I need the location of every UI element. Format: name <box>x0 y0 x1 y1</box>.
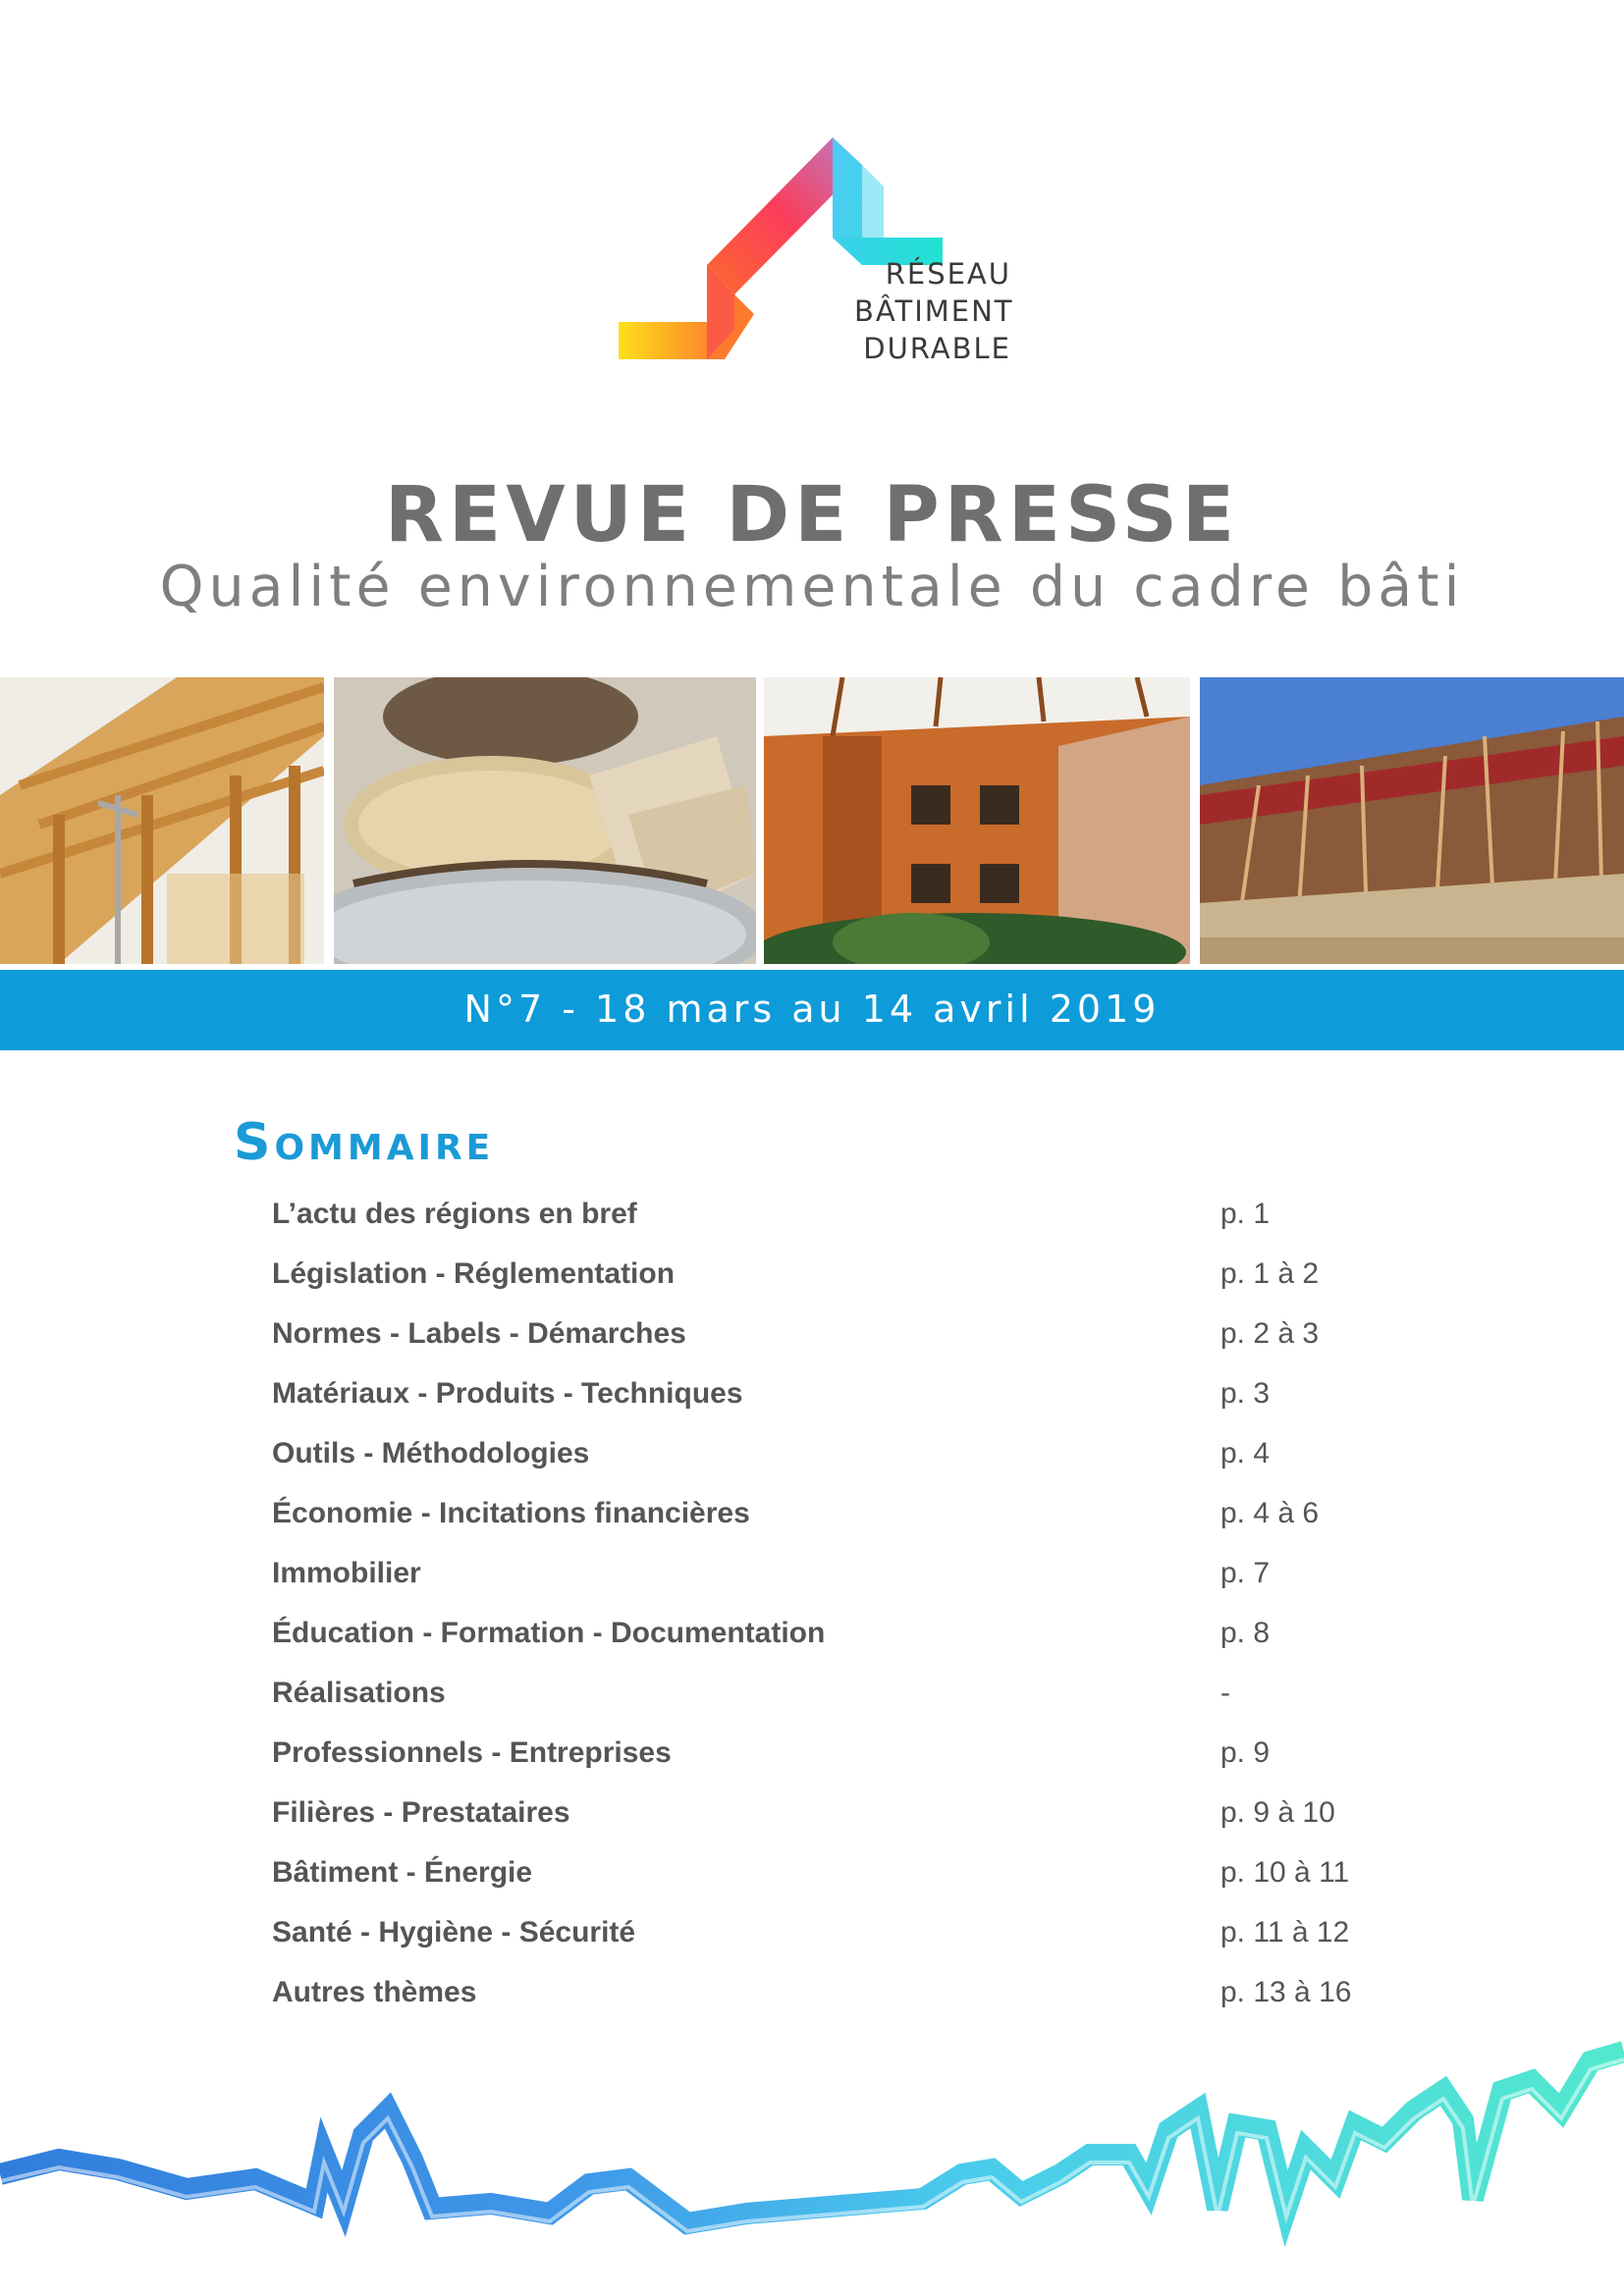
toc-row <box>272 1198 1401 1257</box>
toc-label: Autres thèmes <box>272 1976 477 2008</box>
toc-page: p. 4 à 6 <box>1220 1497 1320 1529</box>
toc-row <box>272 1916 1401 1976</box>
toc-row <box>272 1317 1401 1377</box>
logo-line-2: BÂTIMENT <box>854 294 1014 328</box>
toc-label: Législation - Réglementation <box>272 1257 676 1290</box>
photo-insulation-materials <box>334 677 756 964</box>
toc-label: Économie - Incitations financières <box>272 1497 750 1529</box>
toc-page: p. 1 à 2 <box>1220 1257 1320 1290</box>
skyline-ribbon-icon <box>0 2012 1624 2296</box>
toc-label: Éducation - Formation - Documentation <box>272 1617 826 1649</box>
toc-page: p. 13 à 16 <box>1220 1976 1352 2008</box>
photo-timber-housing <box>1200 677 1624 964</box>
toc-page: p. 4 <box>1220 1437 1271 1469</box>
toc-page: p. 11 à 12 <box>1220 1916 1350 1949</box>
photo-wooden-courtyard <box>764 677 1190 964</box>
toc-label: Bâtiment - Énergie <box>272 1856 533 1889</box>
toc-page: p. 10 à 11 <box>1220 1856 1350 1889</box>
toc-label: Filières - Prestataires <box>272 1796 570 1829</box>
toc-label: Normes - Labels - Démarches <box>272 1317 686 1350</box>
toc-page: p. 9 <box>1220 1736 1271 1769</box>
toc-row <box>272 1497 1401 1557</box>
toc-row <box>272 1557 1401 1617</box>
toc-row <box>272 1736 1401 1796</box>
sommaire-heading: Sommaire <box>234 1113 495 1172</box>
toc-row <box>272 1796 1401 1856</box>
toc-label: Professionnels - Entreprises <box>272 1736 672 1769</box>
toc-row <box>272 1377 1401 1437</box>
toc-page: p. 9 à 10 <box>1220 1796 1335 1829</box>
toc-label: Outils - Méthodologies <box>272 1437 590 1469</box>
toc-label: Santé - Hygiène - Sécurité <box>272 1916 636 1949</box>
logo-wordmark <box>854 255 1014 367</box>
toc-page: - <box>1220 1677 1230 1709</box>
toc-page: p. 3 <box>1220 1377 1271 1410</box>
reseau-batiment-durable-logo <box>609 118 1014 373</box>
toc-label: L’actu des régions en bref <box>272 1198 637 1230</box>
toc-row <box>272 1677 1401 1736</box>
toc-page: p. 2 à 3 <box>1220 1317 1320 1350</box>
toc-label: Matériaux - Produits - Techniques <box>272 1377 743 1410</box>
toc-row <box>272 1617 1401 1677</box>
issue-date-range: N°7 - 18 mars au 14 avril 2019 <box>463 988 1161 1031</box>
toc-page: p. 8 <box>1220 1617 1271 1649</box>
toc-page: p. 7 <box>1220 1557 1271 1589</box>
photo-timber-frame <box>0 677 324 964</box>
toc-label: Immobilier <box>272 1557 421 1589</box>
toc-row <box>272 1257 1401 1317</box>
toc-label: Réalisations <box>272 1677 446 1709</box>
page-title: REVUE DE PRESSE <box>384 471 1240 560</box>
toc-row <box>272 1856 1401 1916</box>
issue-banner <box>0 970 1624 1050</box>
toc-row <box>272 1437 1401 1497</box>
table-of-contents <box>272 1198 1401 2036</box>
logo-line-3: DURABLE <box>863 332 1011 365</box>
logo-line-1: RÉSEAU <box>885 257 1011 291</box>
page-subtitle: Qualité environnementale du cadre bâti <box>159 555 1465 619</box>
toc-page: p. 1 <box>1220 1198 1271 1230</box>
photo-strip <box>0 677 1624 964</box>
